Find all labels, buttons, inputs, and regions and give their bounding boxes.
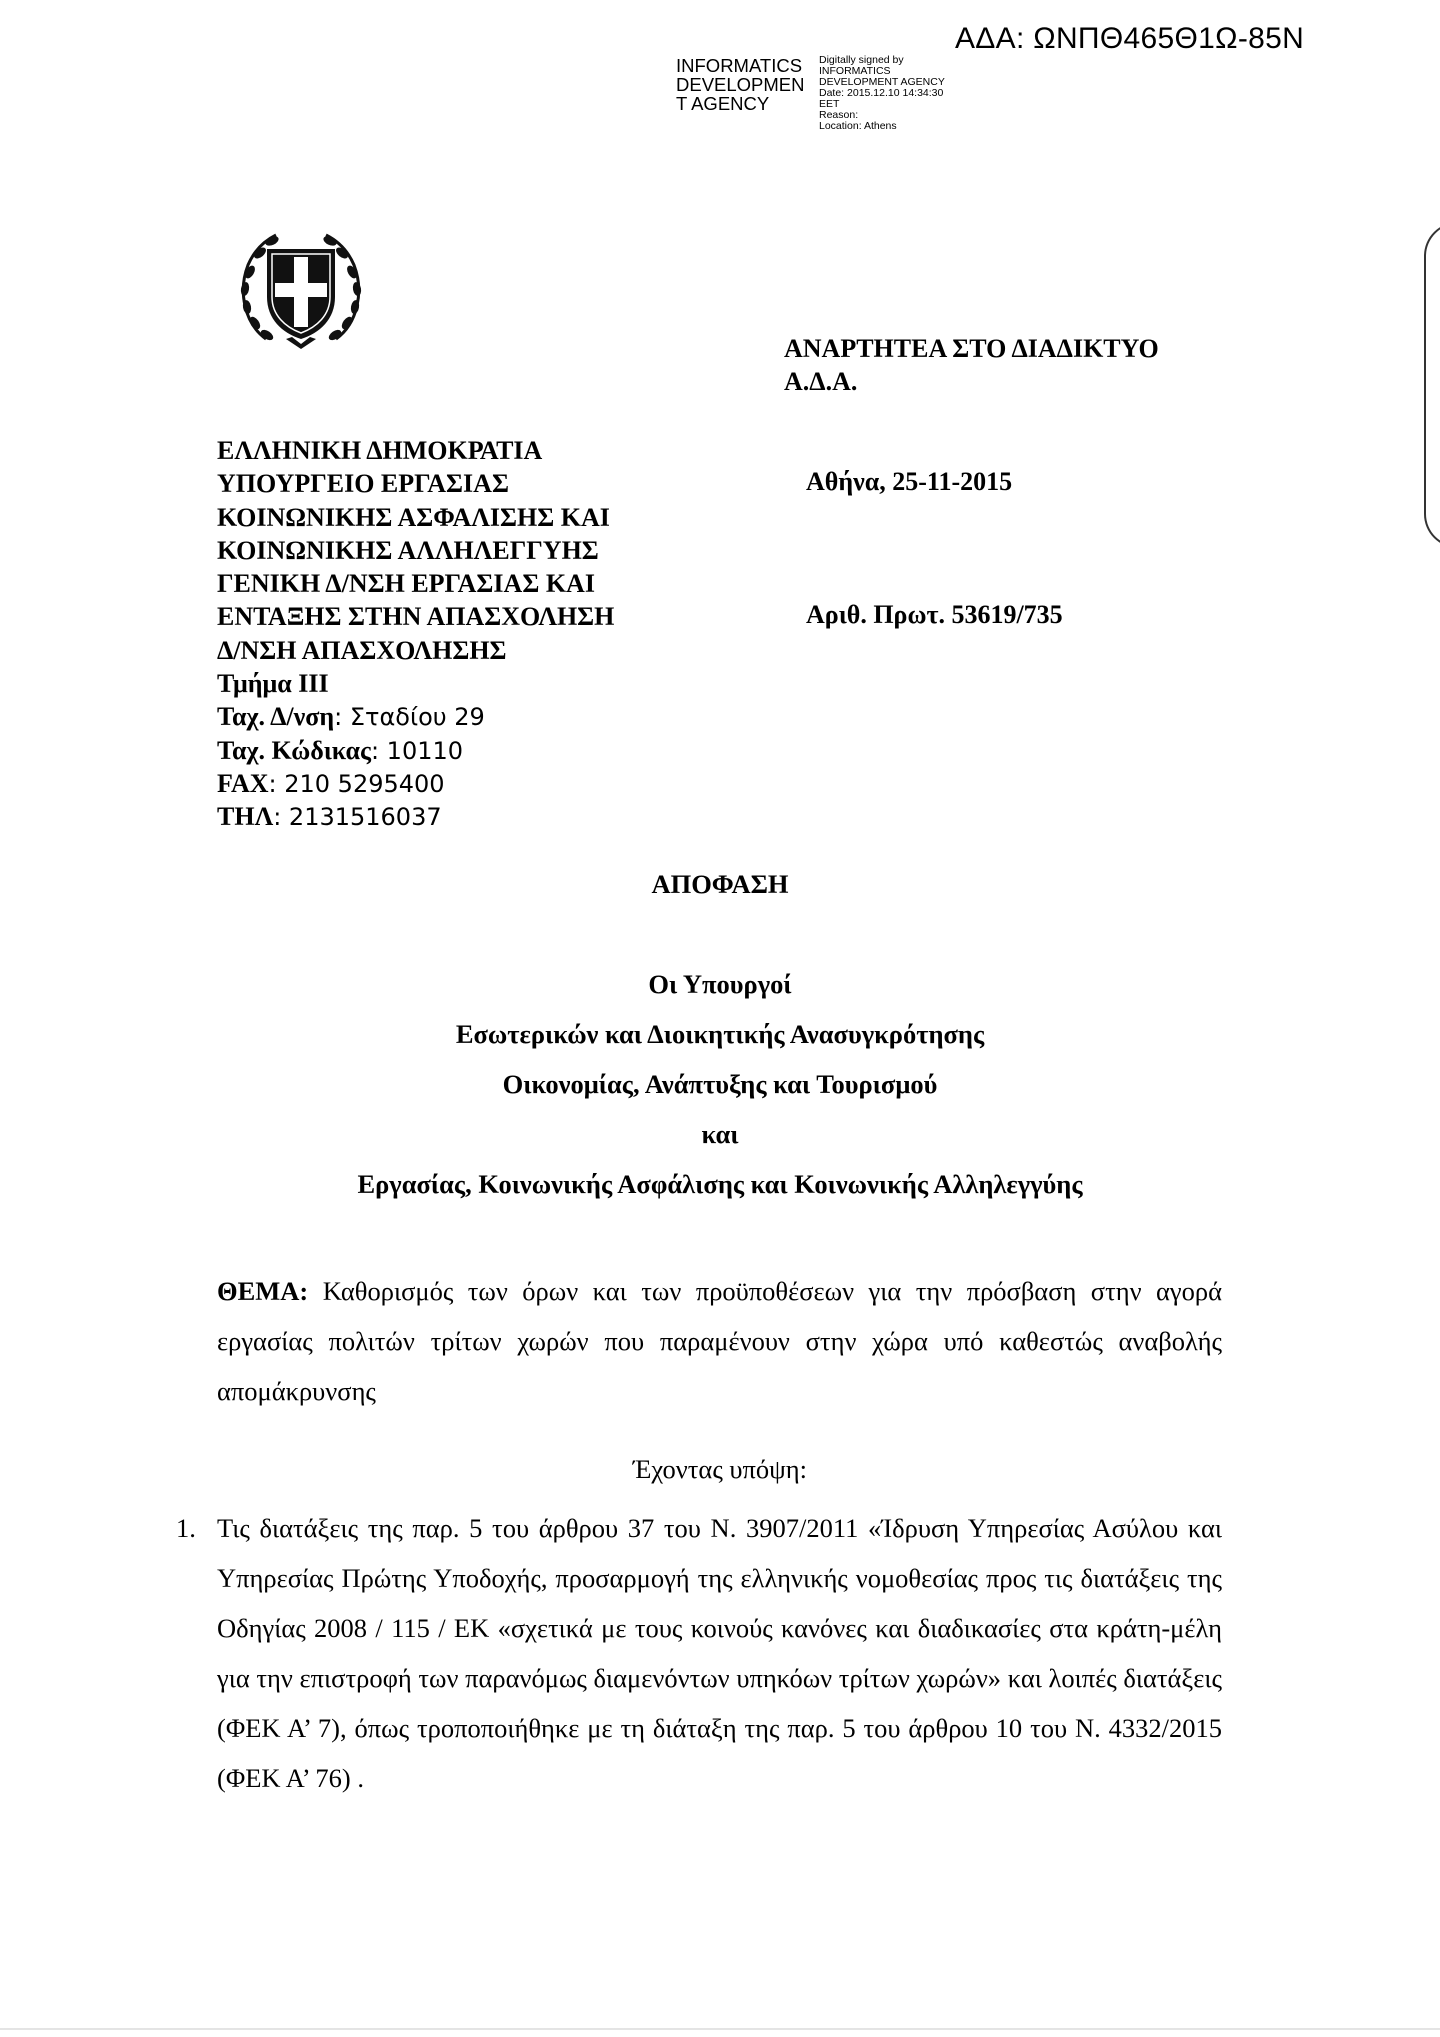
minister-line: Εσωτερικών και Διοικητικής Ανασυγκρότησης [455, 1019, 985, 1049]
signature-detail-line: Location: Athens [819, 120, 897, 132]
subject-paragraph [217, 1266, 1222, 1416]
list-item-number: 1. [176, 1513, 196, 1543]
phone-line [217, 800, 614, 833]
signature-detail-line: INFORMATICS [819, 65, 891, 77]
signature-detail-line: Date: 2015.12.10 14:34:30 [819, 87, 944, 99]
phone-value: : 2131516037 [273, 803, 442, 832]
subject-label: ΘΕΜΑ: [217, 1276, 309, 1306]
address-value: : Σταδίου 29 [334, 703, 485, 732]
header-line: ΚΟΙΝΩΝΙΚΗΣ ΑΛΛΗΛΕΓΓΥΗΣ [217, 535, 599, 565]
postcode-value: : 10110 [370, 736, 464, 765]
list-item-text: Τις διατάξεις της παρ. 5 του άρθρου 37 του Ν. 3907/2011 «Ίδρυση Υπηρεσίας Ασύλου και Υπηρεσίας Πρώτης Υποδοχής, προσαρμογή της ελληνικής νομοθεσίας προς τις διατάξεις της Οδηγίας 2008 / 115 / ΕΚ «σχετικά με τους κοινούς κανόνες και διαδικασίες στα κράτη-μέλη για την επιστροφή των παρανόμως διαμενόντων υπηκόων τρίτων χωρών» και λοιπές διατάξεις (ΦΕΚ Α’ 7), όπως τροποποιήθηκε με τη διάταξη της παρ. 5 του άρθρου 10 του Ν. 4332/2015 (ΦΕΚ Α’ 76) . [217, 1513, 1222, 1793]
fax-label: FAX [217, 768, 269, 798]
signature-detail-line: EET [819, 98, 840, 110]
header-line: ΚΟΙΝΩΝΙΚΗΣ ΑΣΦΑΛΙΣΗΣ ΚΑΙ [217, 502, 610, 532]
fax-line [217, 767, 614, 800]
decision-title: ΑΠΟΦΑΣΗ [651, 869, 789, 899]
header-line: ΕΛΛΗΝΙΚΗ ΔΗΜΟΚΡΑΤΙΑ [217, 436, 543, 465]
fax-value: : 210 5295400 [268, 769, 445, 798]
protocol-number: Αριθ. Πρωτ. 53619/735 [806, 600, 1063, 629]
header-line: Τμήμα ΙΙΙ [217, 669, 329, 699]
subject-text: Καθορισμός των όρων και των προϋποθέσεων για την πρόσβαση στην αγορά εργασίας πολιτών τρίτων χωρών που παραμένουν στην χώρα υπό καθεστώς αναβολής απομάκρυνσης [217, 1276, 1222, 1406]
ministers-heading: Οι Υπουργοί [648, 969, 792, 999]
post-online-label [784, 332, 1159, 398]
header-line: ΥΠΟΥΡΓΕΙΟ ΕΡΓΑΣΙΑΣ [217, 469, 509, 499]
signature-name-line: INFORMATICS [676, 55, 803, 76]
header-line: ΕΝΤΑΞΗΣ ΣΤΗΝ ΑΠΑΣΧΟΛΗΣΗ [217, 602, 615, 632]
postcode-label: Ταχ. Κώδικας [217, 735, 371, 765]
greek-coat-of-arms-icon [236, 227, 366, 355]
address-label: Ταχ. Δ/νση [217, 702, 335, 732]
post-online-line: ΑΝΑΡΤΗΤΕΑ ΣΤΟ ΔΙΑΔΙΚΤΥΟ [784, 334, 1159, 363]
signature-detail-line: Digitally signed by [819, 54, 904, 66]
having-view-heading: Έχοντας υπόψη: [632, 1454, 807, 1484]
minister-line: Οικονομίας, Ανάπτυξης και Τουρισμού [502, 1069, 938, 1099]
header-line: ΓΕΝΙΚΗ Δ/ΝΣΗ ΕΡΓΑΣΙΑΣ ΚΑΙ [217, 569, 595, 599]
phone-label: ΤΗΛ [217, 802, 274, 832]
issuer-header [217, 434, 614, 834]
signature-name-line: T AGENCY [676, 93, 770, 114]
ada-short-line: Α.Δ.Α. [784, 367, 858, 396]
ada-code: ΑΔΑ: ΩΝΠΘ465Θ1Ω-85Ν [955, 22, 1305, 55]
minister-line: Εργασίας, Κοινωνικής Ασφάλισης και Κοινωνικής Αλληλεγγύης [357, 1169, 1083, 1199]
side-tab[interactable] [1424, 222, 1440, 548]
signature-detail-line: Reason: [819, 109, 859, 121]
address-line [217, 700, 614, 733]
minister-line: και [701, 1119, 739, 1149]
signature-details [819, 55, 959, 132]
date-line: Αθήνα, 25-11-2015 [806, 467, 1013, 496]
signature-name [676, 56, 816, 113]
header-line: Δ/ΝΣΗ ΑΠΑΣΧΟΛΗΣΗΣ [217, 635, 507, 665]
signature-name-line: DEVELOPMEN [676, 74, 805, 95]
signature-detail-line: DEVELOPMENT AGENCY [819, 76, 945, 88]
page-bottom-divider [0, 2028, 1440, 2030]
postcode-line [217, 734, 614, 767]
